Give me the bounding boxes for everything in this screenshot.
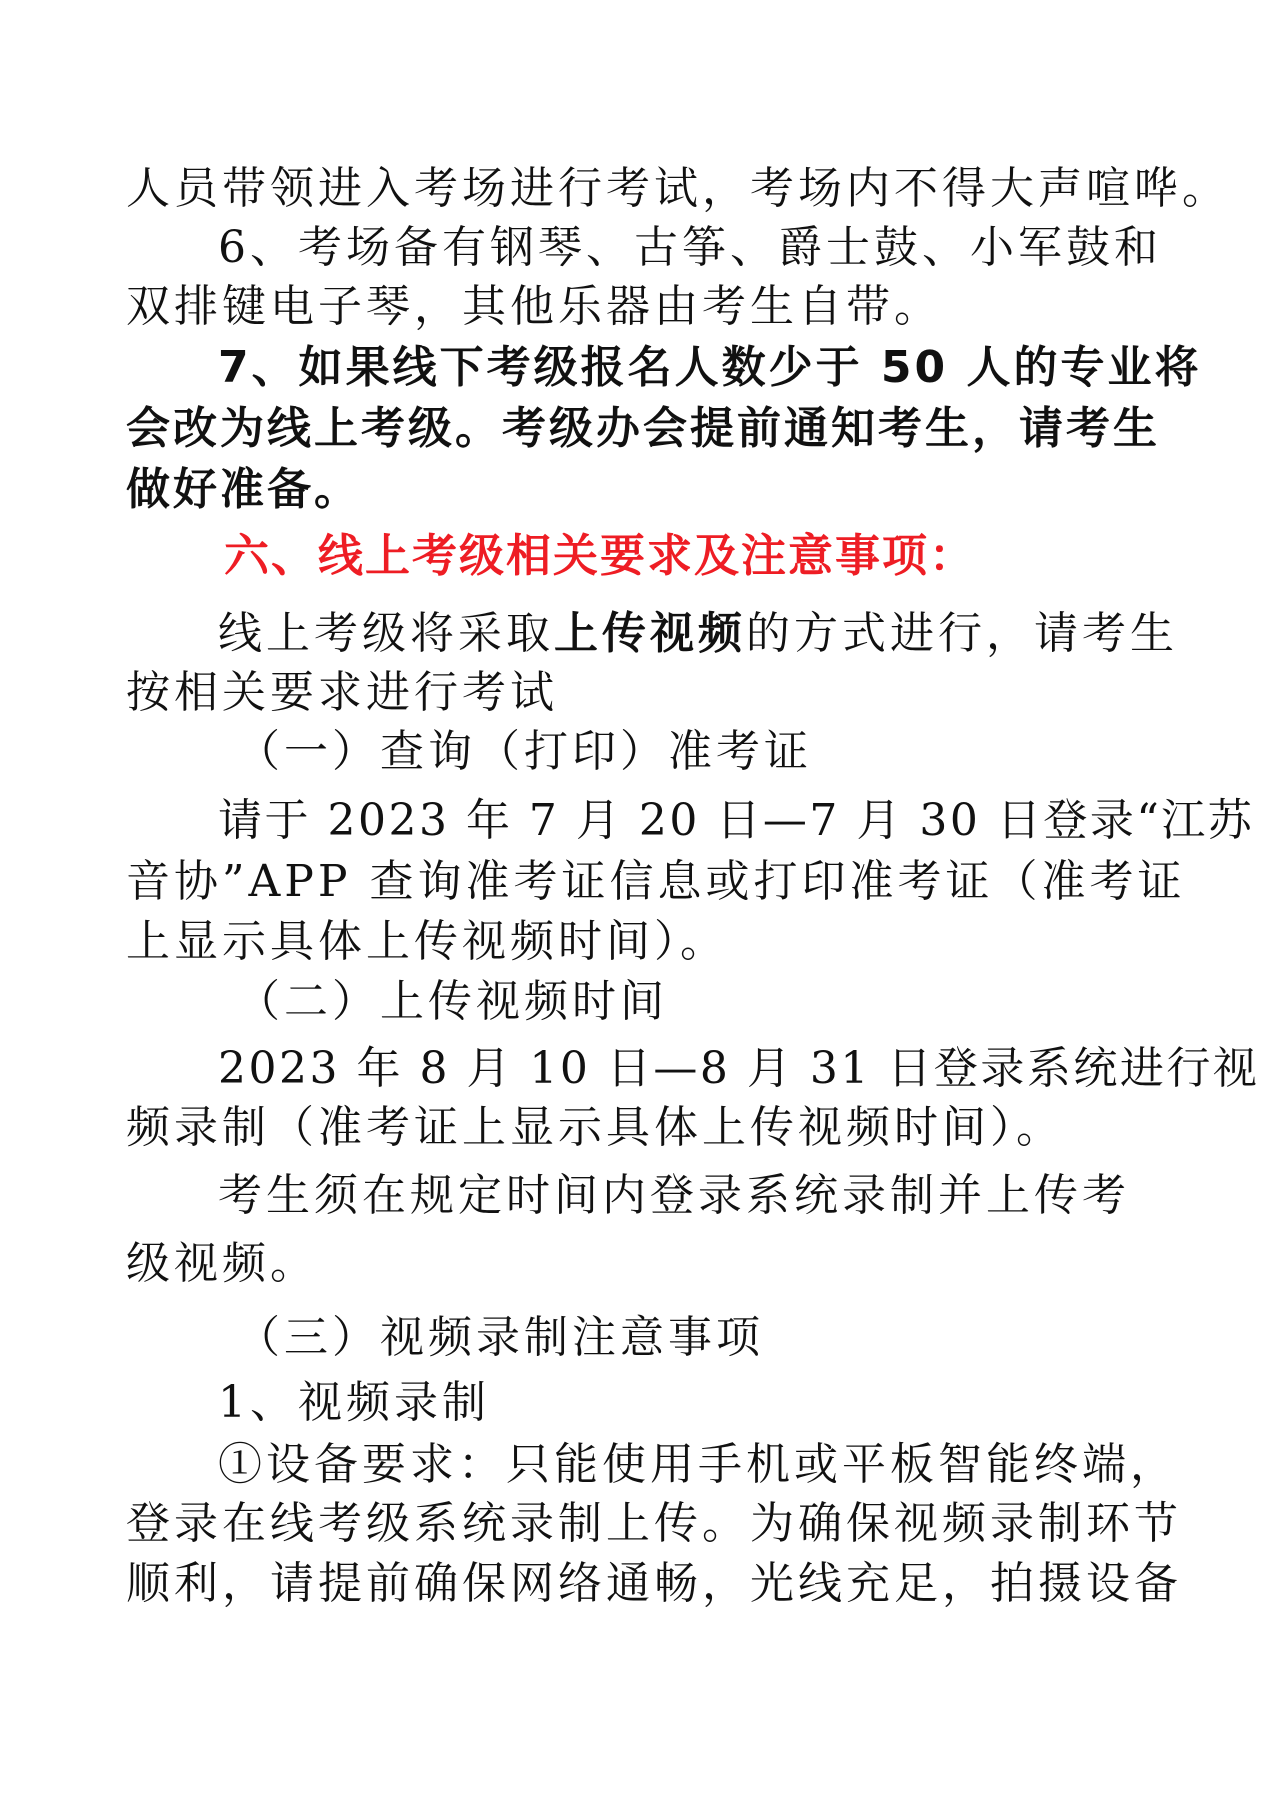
- paragraph-line: 考生须在规定时间内登录系统录制并上传考: [218, 1170, 1130, 1221]
- paragraph-line: 级视频。: [126, 1238, 318, 1289]
- paragraph-line: 人员带领进入考场进行考试，考场内不得大声喧哗。: [126, 163, 1230, 214]
- paragraph-line: 双排键电子琴，其他乐器由考生自带。: [126, 281, 942, 332]
- paragraph-line: 上显示具体上传视频时间）。: [126, 916, 728, 967]
- section-heading: 六、线上考级相关要求及注意事项：: [224, 529, 977, 582]
- bold-notice-line: 做好准备。: [126, 464, 361, 515]
- paragraph-line: 音协”APP 查询准考证信息或打印准考证（准考证: [126, 856, 1186, 907]
- paragraph-line: 6、考场备有钢琴、古筝、爵士鼓、小军鼓和: [218, 222, 1162, 273]
- list-item-heading: 1、视频录制: [218, 1377, 490, 1428]
- bold-notice-line: 7、如果线下考级报名人数少于 50 人的专业将: [218, 342, 1202, 393]
- bold-notice-line: 会改为线上考级。考级办会提前通知考生，请考生: [126, 403, 1160, 454]
- subsection-heading: （二）上传视频时间: [236, 976, 668, 1027]
- paragraph-line: 登录在线考级系统录制上传。为确保视频录制环节: [126, 1498, 1182, 1549]
- paragraph-line: ①设备要求：只能使用手机或平板智能终端，: [218, 1439, 1178, 1490]
- intro-line: [218, 603, 1178, 665]
- intro-highlight: 上传视频: [554, 608, 746, 659]
- paragraph-line: 请于 2023 年 7 月 20 日—7 月 30 日登录“江苏: [218, 795, 1255, 846]
- intro-text: 的方式进行，请考生: [746, 608, 1178, 659]
- paragraph-line: 顺利，请提前确保网络通畅，光线充足，拍摄设备: [126, 1558, 1182, 1609]
- subsection-heading: （三）视频录制注意事项: [236, 1312, 764, 1363]
- paragraph-line: 频录制（准考证上显示具体上传视频时间）。: [126, 1102, 1064, 1153]
- intro-text: 线上考级将采取: [218, 608, 554, 659]
- paragraph-line: 2023 年 8 月 10 日—8 月 31 日登录系统进行视: [218, 1043, 1260, 1094]
- intro-line: 按相关要求进行考试: [126, 667, 558, 718]
- subsection-heading: （一）查询（打印）准考证: [236, 726, 812, 777]
